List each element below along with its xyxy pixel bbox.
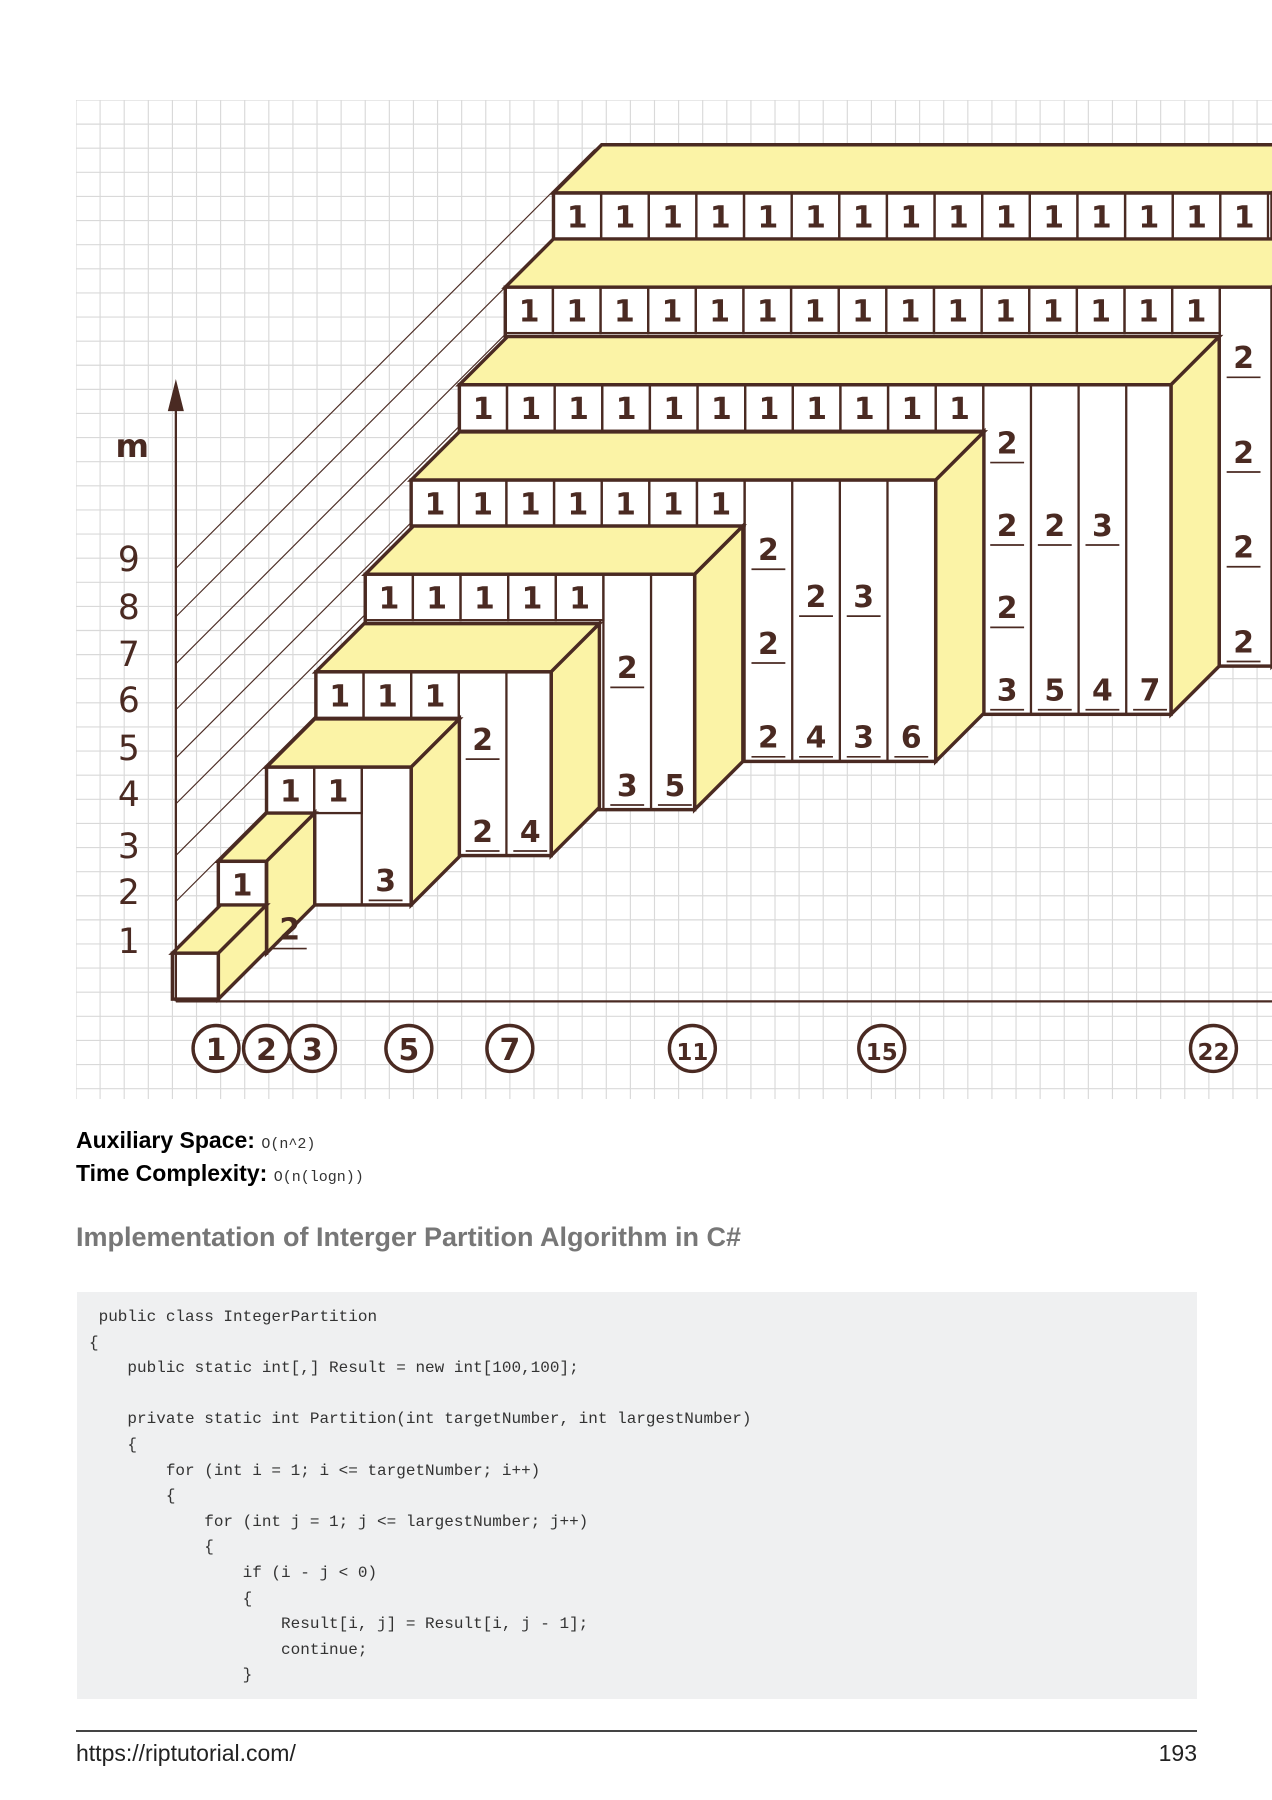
cell-number: 1 (710, 487, 732, 523)
y-tick-label: 8 (117, 588, 140, 629)
footer-divider (76, 1730, 1197, 1732)
cell-number: 1 (613, 294, 635, 330)
cell-number: 2 (996, 426, 1018, 462)
cell-number: 1 (852, 294, 873, 330)
x-circle-label: 15 (865, 1039, 898, 1066)
cell-number: 1 (1042, 294, 1064, 330)
partition-blocks (172, 145, 1272, 999)
cell-number: 1 (757, 200, 779, 236)
x-circle-label: 22 (1197, 1039, 1230, 1066)
cell-number: 2 (996, 591, 1018, 627)
cell-number: 1 (520, 392, 542, 428)
cell-number: 6 (900, 720, 922, 756)
cell-number: 1 (995, 294, 1016, 330)
cell-number: 1 (1137, 294, 1159, 330)
cell-number: 1 (1043, 200, 1065, 236)
cell-number: 1 (472, 487, 493, 523)
cell-number: 1 (1090, 294, 1112, 330)
block-front-face (172, 953, 218, 999)
cell-number: 3 (375, 864, 396, 900)
cell-number: 4 (1092, 673, 1113, 709)
section-heading: Implementation of Interger Partition Algorithm in C# (76, 1222, 742, 1252)
cell-number: 1 (805, 200, 826, 236)
cell-number: 1 (949, 392, 970, 428)
integer-partition-diagram (76, 100, 1272, 1099)
cell-number: 1 (853, 392, 875, 428)
cell-number: 2 (472, 722, 493, 758)
y-tick-label: 1 (117, 922, 140, 963)
block-top-face (365, 526, 743, 574)
cell-number: 1 (899, 294, 921, 330)
cell-number: 3 (616, 768, 638, 804)
cell-number: 1 (661, 294, 683, 330)
cell-number: 1 (569, 581, 590, 617)
cell-number: 1 (424, 487, 446, 523)
partition-level-1 (172, 905, 266, 999)
x-circle-label: 1 (205, 1032, 227, 1068)
block-side-face (1171, 337, 1219, 715)
cell-number: 7 (1139, 673, 1161, 709)
y-tick-label: 4 (117, 775, 140, 816)
cell-number: 4 (805, 720, 827, 756)
cell-number: 1 (327, 774, 349, 810)
cell-number: 3 (996, 673, 1018, 709)
cell-number: 1 (614, 200, 636, 236)
x-circle-label: 5 (398, 1032, 420, 1068)
time-complexity-value: O(n(logn)) (273, 1169, 364, 1186)
page-number: 193 (1158, 1740, 1197, 1766)
cell-number: 1 (1185, 294, 1207, 330)
cell-number: 3 (853, 720, 875, 756)
block-top-face (505, 239, 1272, 287)
cell-number: 1 (1090, 200, 1112, 236)
cell-number: 3 (853, 579, 875, 615)
cell-number: 1 (709, 294, 731, 330)
cell-number: 1 (662, 200, 683, 236)
cell-number: 2 (616, 651, 638, 687)
cell-number: 1 (1186, 200, 1207, 236)
x-circle-label: 2 (256, 1032, 277, 1068)
x-circle-label: 7 (499, 1032, 521, 1068)
partition-level-9 (553, 145, 1272, 241)
cell-number: 1 (710, 392, 732, 428)
cell-number: 2 (472, 814, 493, 850)
x-circle-label: 11 (676, 1039, 709, 1066)
block-side-face (695, 526, 743, 810)
block-top-face (553, 145, 1272, 193)
y-tick-label: 7 (117, 635, 140, 676)
cell-number: 1 (1138, 200, 1160, 236)
axis-label-m: m (115, 427, 149, 466)
cell-number: 1 (947, 200, 969, 236)
cell-number: 1 (804, 294, 826, 330)
cell-number: 4 (519, 814, 541, 850)
cell-number: 1 (518, 294, 540, 330)
cell-number: 1 (231, 868, 253, 904)
code-text: public class IntegerPartition { public static int[,] Result = new int[100,100]; private static int Partition(int targetNumber, int largestNumber) { for (int i = 1; i <= targetNumber; i++) { for (int j = 1; j <= largestNumber; j++) { if (i - j < 0) { Result[i, j] = Result[i, j - 1]; continue; } (89, 1308, 752, 1685)
cell-number: 1 (1233, 200, 1255, 236)
cell-number: 2 (996, 508, 1018, 544)
cell-number: 1 (662, 487, 684, 523)
cell-number: 1 (756, 294, 778, 330)
cell-number: 2 (1233, 530, 1254, 566)
cell-number: 1 (806, 392, 827, 428)
y-tick-label: 9 (117, 539, 140, 580)
time-complexity (76, 1160, 364, 1187)
cell-number: 1 (901, 392, 923, 428)
cell-number: 1 (758, 392, 780, 428)
block-side-face (936, 432, 984, 762)
cell-number: 1 (426, 581, 448, 617)
y-tick-label: 2 (117, 872, 140, 913)
cell-number: 2 (1233, 625, 1254, 661)
cell-number: 5 (664, 768, 686, 804)
cell-number: 1 (376, 679, 398, 715)
cell-number: 2 (758, 720, 779, 756)
time-complexity-label: Time Complexity: (76, 1160, 268, 1186)
y-axis-arrow-icon (168, 379, 184, 411)
x-circle-label: 3 (302, 1032, 323, 1068)
cell-number: 1 (567, 487, 589, 523)
cell-number: 2 (758, 626, 779, 662)
cell-number: 1 (663, 392, 685, 428)
cell-number: 1 (378, 581, 400, 617)
cell-number: 1 (615, 487, 636, 523)
code-block (77, 1292, 1197, 1699)
cell-number: 1 (947, 294, 969, 330)
cell-number: 3 (1092, 508, 1113, 544)
footer-url[interactable]: https://riptutorial.com/ (76, 1740, 296, 1766)
block-top-face (459, 337, 1219, 385)
cell-number: 2 (1233, 435, 1254, 471)
cell-number: 1 (424, 679, 446, 715)
cell-number: 1 (521, 581, 543, 617)
cell-number: 1 (472, 392, 494, 428)
cell-number: 1 (519, 487, 541, 523)
cell-number: 1 (709, 200, 731, 236)
cell-number: 1 (566, 294, 588, 330)
cell-number: 2 (279, 912, 301, 948)
cell-number: 1 (615, 392, 637, 428)
aux-space-label: Auxiliary Space: (76, 1127, 255, 1153)
cell-number: 1 (995, 200, 1017, 236)
cell-number: 1 (900, 200, 922, 236)
cell-number: 2 (1044, 508, 1066, 544)
cell-number: 2 (758, 533, 779, 569)
cell-number: 1 (473, 581, 495, 617)
cell-number: 2 (1233, 341, 1254, 377)
cell-number: 1 (279, 774, 301, 810)
cell-number: 1 (568, 392, 589, 428)
y-tick-label: 5 (117, 729, 140, 770)
aux-space-value: O(n^2) (261, 1136, 316, 1153)
auxiliary-space (76, 1127, 315, 1154)
block-top-face (411, 432, 984, 480)
cell-number: 1 (566, 200, 588, 236)
cell-number: 1 (852, 200, 874, 236)
cell-number: 5 (1044, 673, 1066, 709)
cell-number: 2 (805, 579, 827, 615)
cell-number: 1 (329, 679, 351, 715)
y-tick-label: 6 (117, 681, 140, 722)
y-tick-label: 3 (117, 826, 140, 867)
